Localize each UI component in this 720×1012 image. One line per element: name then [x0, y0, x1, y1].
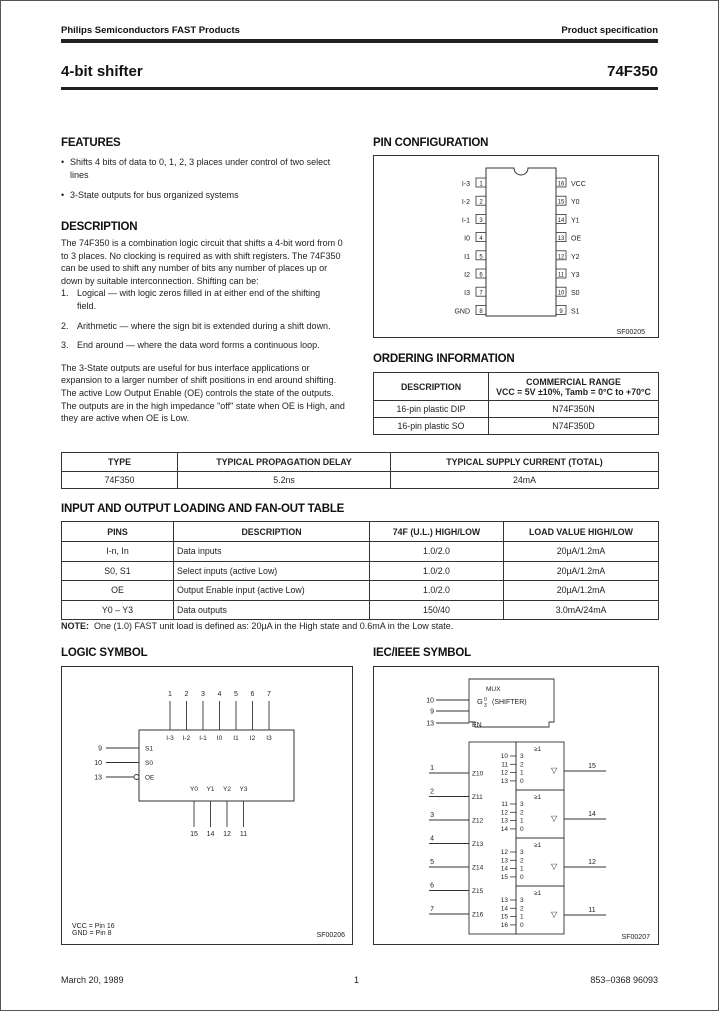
top-pin-label: I3 [266, 735, 272, 742]
left-pin-label: OE [145, 774, 155, 782]
table-cell: 3.0mA/24mA [504, 600, 659, 620]
company-name: Philips Semiconductors FAST Products [61, 25, 240, 36]
input-index: 16 [500, 921, 508, 929]
top-pin-number: 5 [234, 691, 238, 698]
input-pin-label: Z10 [472, 770, 484, 778]
shifter-label: (SHIFTER) [492, 699, 527, 706]
ieee-symbol-code: SF00207 [621, 934, 650, 941]
part-number: 74F350 [607, 63, 658, 80]
bottom-pin-label: Y0 [190, 786, 198, 793]
input-pin-label: Z12 [472, 817, 484, 825]
input-index: 12 [500, 849, 508, 856]
ieee-symbol-heading: IEC/IEEE SYMBOL [373, 647, 471, 659]
bottom-pin-label: Y2 [223, 786, 231, 793]
or-gate-label: ≥1 [534, 746, 542, 753]
pin-number: 3 [479, 217, 483, 224]
table-cell: 1.0/2.0 [370, 561, 504, 581]
pin-label: OE [571, 235, 582, 243]
type-col-type: TYPE [62, 453, 178, 472]
gate-input-label: 3 [520, 897, 524, 904]
g-label: G [477, 697, 483, 706]
list-text: End around — where the data word forms a continuous loop. [77, 340, 320, 351]
input-pin-number: 4 [430, 835, 434, 843]
pin-number: 16 [557, 181, 565, 188]
pin-label: I3 [464, 290, 470, 298]
top-pin-label: I0 [216, 735, 223, 742]
ordering-table [373, 372, 659, 435]
table-row [62, 581, 659, 601]
input-pin-number: 2 [430, 788, 434, 796]
input-index: 13 [500, 897, 508, 904]
input-index: 13 [500, 857, 508, 865]
gate-input-label: 0 [520, 777, 524, 785]
top-pin-number: 7 [267, 691, 271, 698]
pin-label: I0 [464, 235, 470, 243]
top-pin-label: I1 [233, 735, 239, 742]
description-intro: The 74F350 is a combination logic circuit that shifts a 4-bit word from 0 to 3 places. No clocking is required as with shift registers. The 74F350 can be used to shift any number of bits any number of places up or down by suitable interconnection. Shifting can be: [61, 238, 343, 286]
ordering-desc: 16-pin plastic SO [374, 418, 489, 435]
logic-symbol-code: SF00206 [316, 932, 345, 939]
table-row [62, 561, 659, 581]
bottom-pin-number: 14 [206, 831, 215, 838]
description-outro: The 3-State outputs are useful for bus interface applications or expansion to a larger number of shift positions in end around shifting. The active Low Output Enable (OE) controls the state of the outputs. The outputs are in the high impedance "off" state when OE is High, and they are active when OE is Low. [61, 362, 345, 424]
gate-input-label: 3 [520, 753, 524, 760]
description-list-item [61, 320, 346, 333]
loading-col-pins: PINS [62, 522, 174, 542]
pin-label: Y3 [571, 272, 580, 279]
control-pin-number: 9 [430, 708, 434, 716]
loading-col-ul: 74F (U.L.) HIGH/LOW [370, 522, 504, 542]
feature-text: Shifts 4 bits of data to 0, 1, 2, 3 places under control of two select lines [70, 157, 331, 180]
input-index: 14 [500, 905, 508, 913]
footer-date: March 20, 1989 [61, 975, 124, 985]
control-pin-number: 10 [426, 697, 434, 705]
table-cell: I-n, In [62, 542, 174, 562]
table-cell: Data inputs [174, 542, 370, 562]
header-rule [61, 39, 658, 43]
top-pin-number: 6 [250, 691, 255, 698]
input-pin-number: 7 [430, 906, 434, 913]
gate-input-label: 0 [520, 825, 524, 833]
gate-input-label: 1 [520, 769, 524, 777]
pin-number: 12 [557, 254, 565, 261]
pin-label: GND [454, 308, 470, 316]
loading-table [61, 521, 659, 620]
table-cell: Y0 – Y3 [62, 600, 174, 620]
table-row [62, 542, 659, 562]
bottom-pin-number: 11 [239, 831, 248, 838]
list-number: 3. [61, 340, 69, 351]
feature-text: 3-State outputs for bus organized systems [70, 190, 239, 201]
pin-label: VCC [571, 181, 586, 188]
left-pin-number: 9 [98, 745, 102, 753]
left-pin-label: S0 [145, 760, 153, 767]
ordering-heading: ORDERING INFORMATION [373, 353, 515, 365]
gate-input-label: 2 [520, 905, 524, 913]
logic-symbol-diagram [62, 667, 352, 944]
type-col-delay: TYPICAL PROPAGATION DELAY [178, 453, 391, 472]
input-pin-label: Z14 [472, 864, 484, 872]
gate-input-label: 0 [520, 873, 524, 881]
input-index: 13 [500, 817, 508, 825]
input-index: 15 [500, 913, 508, 921]
gate-input-label: 2 [520, 809, 524, 817]
output-pin-number: 11 [588, 907, 596, 914]
input-pin-number: 3 [430, 812, 434, 819]
loading-col-description: DESCRIPTION [174, 522, 370, 542]
pin-config-code: SF00205 [616, 329, 645, 336]
pin-number: 9 [559, 308, 563, 315]
table-cell: S0, S1 [62, 561, 174, 581]
vcc-note: VCC = Pin 16 [72, 923, 115, 930]
input-index: 10 [500, 753, 508, 760]
loading-col-load: LOAD VALUE HIGH/LOW [504, 522, 659, 542]
pin-label: I-1 [461, 217, 470, 225]
table-cell: 1.0/2.0 [370, 542, 504, 562]
top-pin-label: I-2 [182, 735, 191, 742]
note-text: One (1.0) FAST unit load is defined as: 20µA in the High state and 0.6mA in the Low state. [94, 621, 454, 631]
g-frac-bottom: 3 [484, 703, 487, 709]
input-index: 12 [500, 769, 508, 777]
features-heading: FEATURES [61, 137, 121, 149]
description-heading: DESCRIPTION [61, 221, 138, 233]
table-cell: OE [62, 581, 174, 601]
loading-note [61, 620, 661, 633]
features-list [61, 156, 351, 202]
pin-label: Y2 [571, 253, 580, 261]
title-rule [61, 87, 658, 90]
top-pin-number: 3 [201, 691, 205, 698]
footer-doc-number: 853–0368 96093 [590, 975, 658, 985]
bottom-pin-label: Y1 [206, 786, 215, 793]
pin-label: I1 [464, 253, 470, 261]
ieee-symbol-diagram [374, 667, 658, 944]
table-cell: Output Enable input (active Low) [174, 581, 370, 601]
input-index: 13 [500, 777, 508, 785]
input-pin-number: 5 [430, 859, 434, 866]
gate-input-label: 2 [520, 761, 524, 769]
list-number: 2. [61, 320, 69, 331]
table-cell: 20µA/1.2mA [504, 561, 659, 581]
inversion-bubble [134, 775, 139, 780]
feature-item: • 3-State outputs for bus organized systems [61, 189, 351, 202]
output-pin-number: 12 [588, 859, 596, 866]
logic-symbol-heading: LOGIC SYMBOL [61, 647, 148, 659]
table-row [62, 472, 659, 489]
or-gate-label: ≥1 [534, 842, 542, 849]
pin-number: 15 [557, 199, 565, 206]
pin-number: 11 [557, 272, 565, 279]
output-triangle-icon: ▽ [551, 766, 558, 775]
range-subtitle: VCC = 5V ±10%, Tamb = 0°C to +70°C [496, 386, 651, 397]
gate-input-label: 1 [520, 913, 524, 921]
pin-config-heading: PIN CONFIGURATION [373, 137, 489, 149]
ieee-symbol-box [373, 666, 659, 945]
gate-input-label: 0 [520, 921, 524, 929]
pin-label: Y1 [571, 217, 580, 225]
pin-label: I-2 [461, 199, 470, 207]
pin-number: 13 [557, 236, 565, 243]
note-label: NOTE: [61, 621, 89, 631]
left-pin-number: 13 [94, 774, 102, 782]
table-cell: 1.0/2.0 [370, 581, 504, 601]
input-pin-label: Z15 [472, 888, 484, 895]
output-triangle-icon: ▽ [551, 910, 558, 919]
control-pin-number: 13 [426, 720, 434, 728]
range-title: COMMERCIAL RANGE [526, 376, 621, 387]
pin-label: Y0 [571, 199, 580, 207]
en-label: EN [472, 722, 482, 729]
pin-label: I2 [464, 272, 470, 279]
table-cell: 150/40 [370, 600, 504, 620]
bottom-pin-number: 12 [223, 831, 231, 838]
pin-label: S0 [571, 290, 580, 298]
top-pin-number: 1 [168, 691, 172, 698]
table-row [62, 600, 659, 620]
top-pin-label: I-3 [166, 735, 174, 742]
input-pin-label: Z11 [472, 794, 483, 801]
top-pin-number: 2 [184, 691, 189, 698]
pin-number: 4 [479, 236, 483, 243]
table-row [374, 401, 659, 418]
document-type: Product specification [561, 25, 658, 36]
list-number: 1. [61, 288, 69, 299]
ordering-desc: 16-pin plastic DIP [374, 401, 489, 418]
mux-label: MUX [486, 686, 501, 693]
pin-config-box [373, 155, 659, 338]
delay-value: 5.2ns [178, 472, 391, 489]
output-pin-number: 14 [588, 811, 596, 818]
pin-number: 8 [479, 308, 483, 315]
left-pin-number: 10 [94, 760, 102, 767]
input-pin-label: Z16 [472, 911, 484, 919]
top-pin-label: I2 [249, 735, 256, 742]
output-triangle-icon: ▽ [551, 814, 558, 823]
input-pin-number: 1 [430, 765, 434, 772]
pin-number: 2 [479, 199, 483, 206]
input-index: 11 [501, 801, 508, 808]
type-value: 74F350 [62, 472, 178, 489]
gate-input-label: 1 [520, 865, 524, 873]
output-triangle-icon: ▽ [551, 862, 558, 871]
input-index: 15 [500, 873, 508, 881]
input-pin-label: Z13 [472, 841, 484, 848]
ordering-col-description: DESCRIPTION [374, 373, 489, 401]
bottom-pin-number: 15 [190, 831, 198, 838]
gnd-note: GND = Pin 8 [72, 930, 112, 937]
description-list-item [61, 339, 346, 352]
pin-number: 14 [557, 217, 565, 224]
input-index: 11 [501, 761, 508, 769]
gate-input-label: 3 [520, 849, 524, 856]
input-index: 14 [500, 865, 508, 873]
gate-input-label: 1 [520, 817, 524, 825]
input-index: 12 [500, 809, 508, 817]
pin-number: 7 [479, 290, 483, 297]
logic-symbol-box [61, 666, 353, 945]
input-index: 14 [500, 825, 508, 833]
input-pin-number: 6 [430, 882, 434, 890]
current-value: 24mA [391, 472, 659, 489]
g-frac-top: 0 [484, 697, 487, 703]
bottom-pin-label: Y3 [239, 786, 248, 793]
ordering-col-range [489, 373, 659, 401]
ordering-part: N74F350N [489, 401, 659, 418]
dip-package-diagram [374, 156, 658, 337]
table-cell: 20µA/1.2mA [504, 542, 659, 562]
gate-input-label: 2 [520, 857, 524, 865]
page-title: 4-bit shifter [61, 63, 143, 80]
ordering-part: N74F350D [489, 418, 659, 435]
list-text: Logical — with logic zeros filled in at either end of the shifting field. [77, 288, 321, 311]
pin-number: 6 [479, 272, 483, 279]
description-list-item [61, 287, 346, 312]
type-col-current: TYPICAL SUPPLY CURRENT (TOTAL) [391, 453, 659, 472]
pin-label: S1 [571, 308, 580, 316]
feature-item: • Shifts 4 bits of data to 0, 1, 2, 3 places under control of two select lines [61, 156, 351, 181]
description-body [61, 237, 346, 425]
or-gate-label: ≥1 [534, 890, 542, 897]
output-pin-number: 15 [588, 763, 596, 770]
table-row [374, 418, 659, 435]
top-pin-number: 4 [217, 691, 222, 698]
pin-number: 10 [557, 290, 565, 297]
pin-number: 1 [479, 181, 483, 188]
footer-page-number: 1 [354, 975, 360, 985]
gate-input-label: 3 [520, 801, 524, 808]
pin-label: I-3 [461, 181, 470, 188]
or-gate-label: ≥1 [534, 794, 542, 801]
left-pin-label: S1 [145, 745, 153, 753]
table-cell: 20µA/1.2mA [504, 581, 659, 601]
pin-number: 5 [479, 254, 483, 261]
list-text: Arithmetic — where the sign bit is extended during a shift down. [76, 320, 331, 331]
loading-heading: INPUT AND OUTPUT LOADING AND FAN-OUT TABLE [61, 503, 345, 515]
table-cell: Select inputs (active Low) [174, 561, 370, 581]
table-cell: Data outputs [174, 600, 370, 620]
type-table [61, 452, 659, 489]
top-pin-label: I-1 [199, 735, 207, 742]
